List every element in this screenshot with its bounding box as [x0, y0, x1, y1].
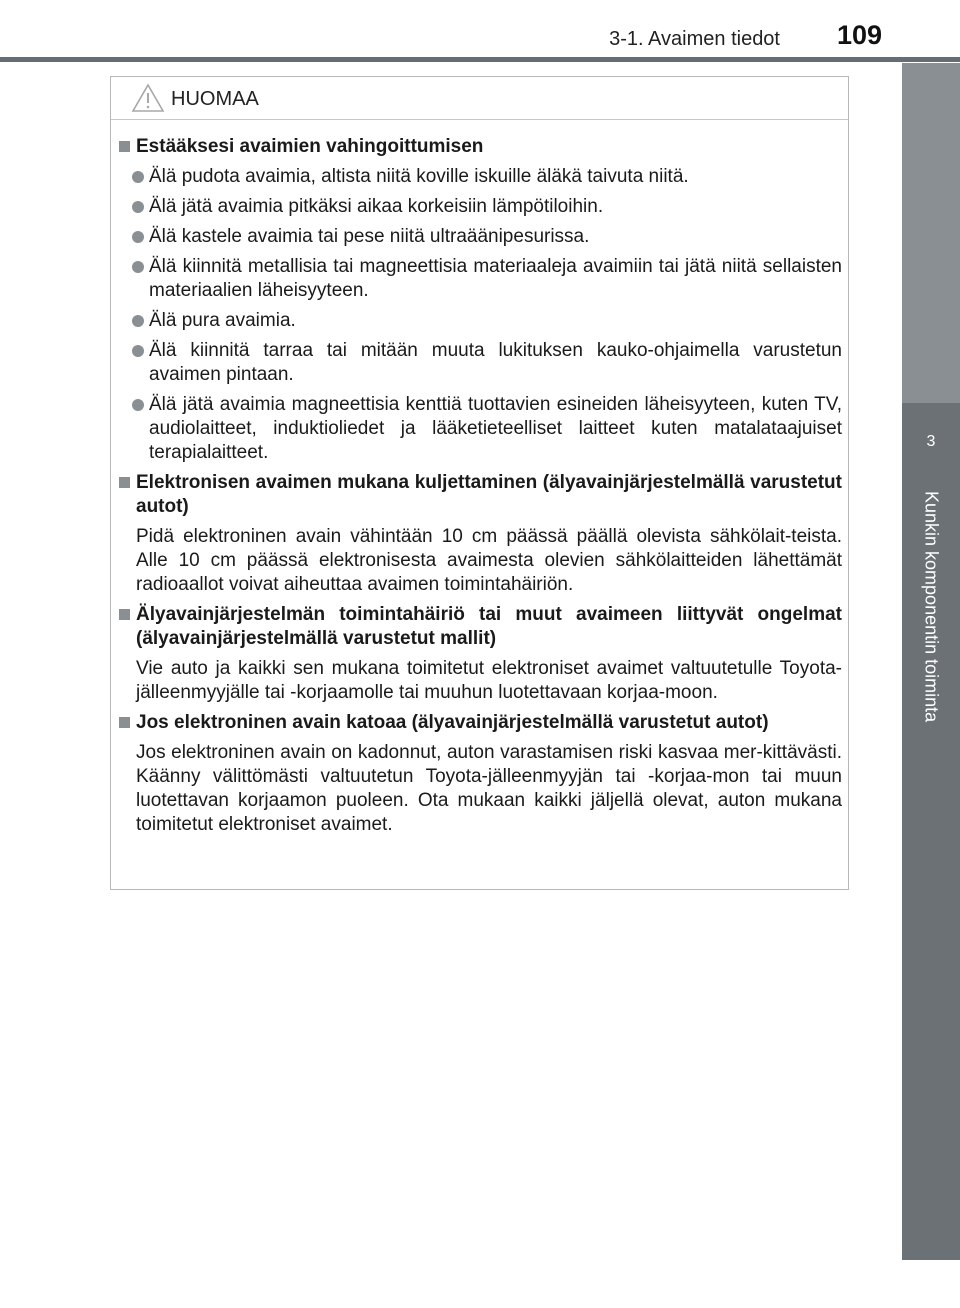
section-paragraph: Vie auto ja kaikki sen mukana toimitetut elektroniset avaimet valtuutetulle Toyota-jälleenmyyjälle tai -korjaamolle tai muuhun luotettavaan korjaa-moon.: [136, 658, 842, 703]
side-tab-upper: [902, 63, 960, 403]
section-heading-text: Älyavainjärjestelmän toimintahäiriö tai muut avaimeen liittyvät ongelmat (älyavainjärjestelmällä varustetut mallit): [136, 604, 842, 649]
section-paragraph: Pidä elektroninen avain vähintään 10 cm päässä päällä olevista sähkölait-teista. Alle 10 cm päässä elektronisesta avaimesta olevien sähkölaitteiden lähettämät radioaallot voivat aiheuttaa avaimen toimintahäiriön.: [136, 526, 842, 595]
bullet-text: Älä pura avaimia.: [149, 310, 296, 331]
notice-title: HUOMAA: [171, 88, 259, 110]
bullet-text: Älä kiinnitä tarraa tai mitään muuta lukituksen kauko-ohjaimella varustetun avaimen pintaan.: [149, 340, 842, 385]
notice-section: [119, 711, 842, 837]
section-paragraph: Jos elektroninen avain on kadonnut, auton varastamisen riski kasvaa mer-kittävästi. Käänny välittömästi valtuutetun Toyota-jälleenmyyjän tai -korjaa-mon tai muun luotettavan korjaamon puoleen. Ota mukaan kaikki jäljellä olevat, auton mukana toimitetut elektroniset avaimet.: [136, 742, 842, 835]
circle-bullet-icon: [132, 171, 144, 183]
bullet-item: [119, 393, 842, 465]
square-bullet-icon: [119, 141, 130, 152]
bullet-text: Älä pudota avaimia, altista niitä koville iskuille äläkä taivuta niitä.: [149, 166, 689, 187]
section-heading: [119, 135, 842, 159]
circle-bullet-icon: [132, 315, 144, 327]
section-heading: [119, 603, 842, 651]
section-heading-text: Elektronisen avaimen mukana kuljettaminen (älyavainjärjestelmällä varustetut autot): [136, 472, 842, 517]
circle-bullet-icon: [132, 399, 144, 411]
square-bullet-icon: [119, 717, 130, 728]
section-heading-text: Jos elektroninen avain katoaa (älyavainjärjestelmällä varustetut autot): [136, 712, 769, 733]
bullet-text: Älä jätä avaimia pitkäksi aikaa korkeisiin lämpötiloihin.: [149, 196, 604, 217]
bullet-item: [119, 165, 842, 189]
square-bullet-icon: [119, 477, 130, 488]
section-heading: [119, 471, 842, 519]
chapter-title: Kunkin komponentin toiminta: [921, 491, 942, 723]
circle-bullet-icon: [132, 201, 144, 213]
bullet-text: Älä kastele avaimia tai pese niitä ultraäänipesurissa.: [149, 226, 590, 247]
page-number: 109: [836, 20, 882, 50]
page-header: [0, 0, 960, 60]
section-title: 3-1. Avaimen tiedot: [609, 28, 780, 50]
notice-header: [111, 77, 848, 120]
chapter-tab: [902, 403, 960, 1260]
notice-section: [119, 471, 842, 597]
bullet-item: [119, 195, 842, 219]
circle-bullet-icon: [132, 231, 144, 243]
circle-bullet-icon: [132, 345, 144, 357]
square-bullet-icon: [119, 609, 130, 620]
chapter-number: 3: [926, 433, 936, 450]
header-rule: [0, 57, 960, 62]
notice-body: [119, 135, 842, 843]
bullet-item: [119, 255, 842, 303]
bullet-item: [119, 225, 842, 249]
section-heading: [119, 711, 842, 735]
bullet-text: Älä kiinnitä metallisia tai magneettisia materiaaleja avaimiin tai jätä niitä sellaisten materiaalien läheisyyteen.: [149, 256, 842, 301]
notice-section: [119, 603, 842, 705]
bullet-text: Älä jätä avaimia magneettisia kenttiä tuottavien esineiden läheisyyteen, kuten TV, audiolaitteet, induktioliedet ja lääketieteelliset laitteet kuten matalataajuiset terapialaitteet.: [149, 394, 842, 463]
warning-triangle-icon: [131, 83, 165, 113]
notice-section: [119, 135, 842, 465]
bullet-item: [119, 309, 842, 333]
bullet-item: [119, 339, 842, 387]
notice-box: [110, 76, 849, 890]
section-heading-text: Estääksesi avaimien vahingoittumisen: [136, 136, 484, 157]
circle-bullet-icon: [132, 261, 144, 273]
